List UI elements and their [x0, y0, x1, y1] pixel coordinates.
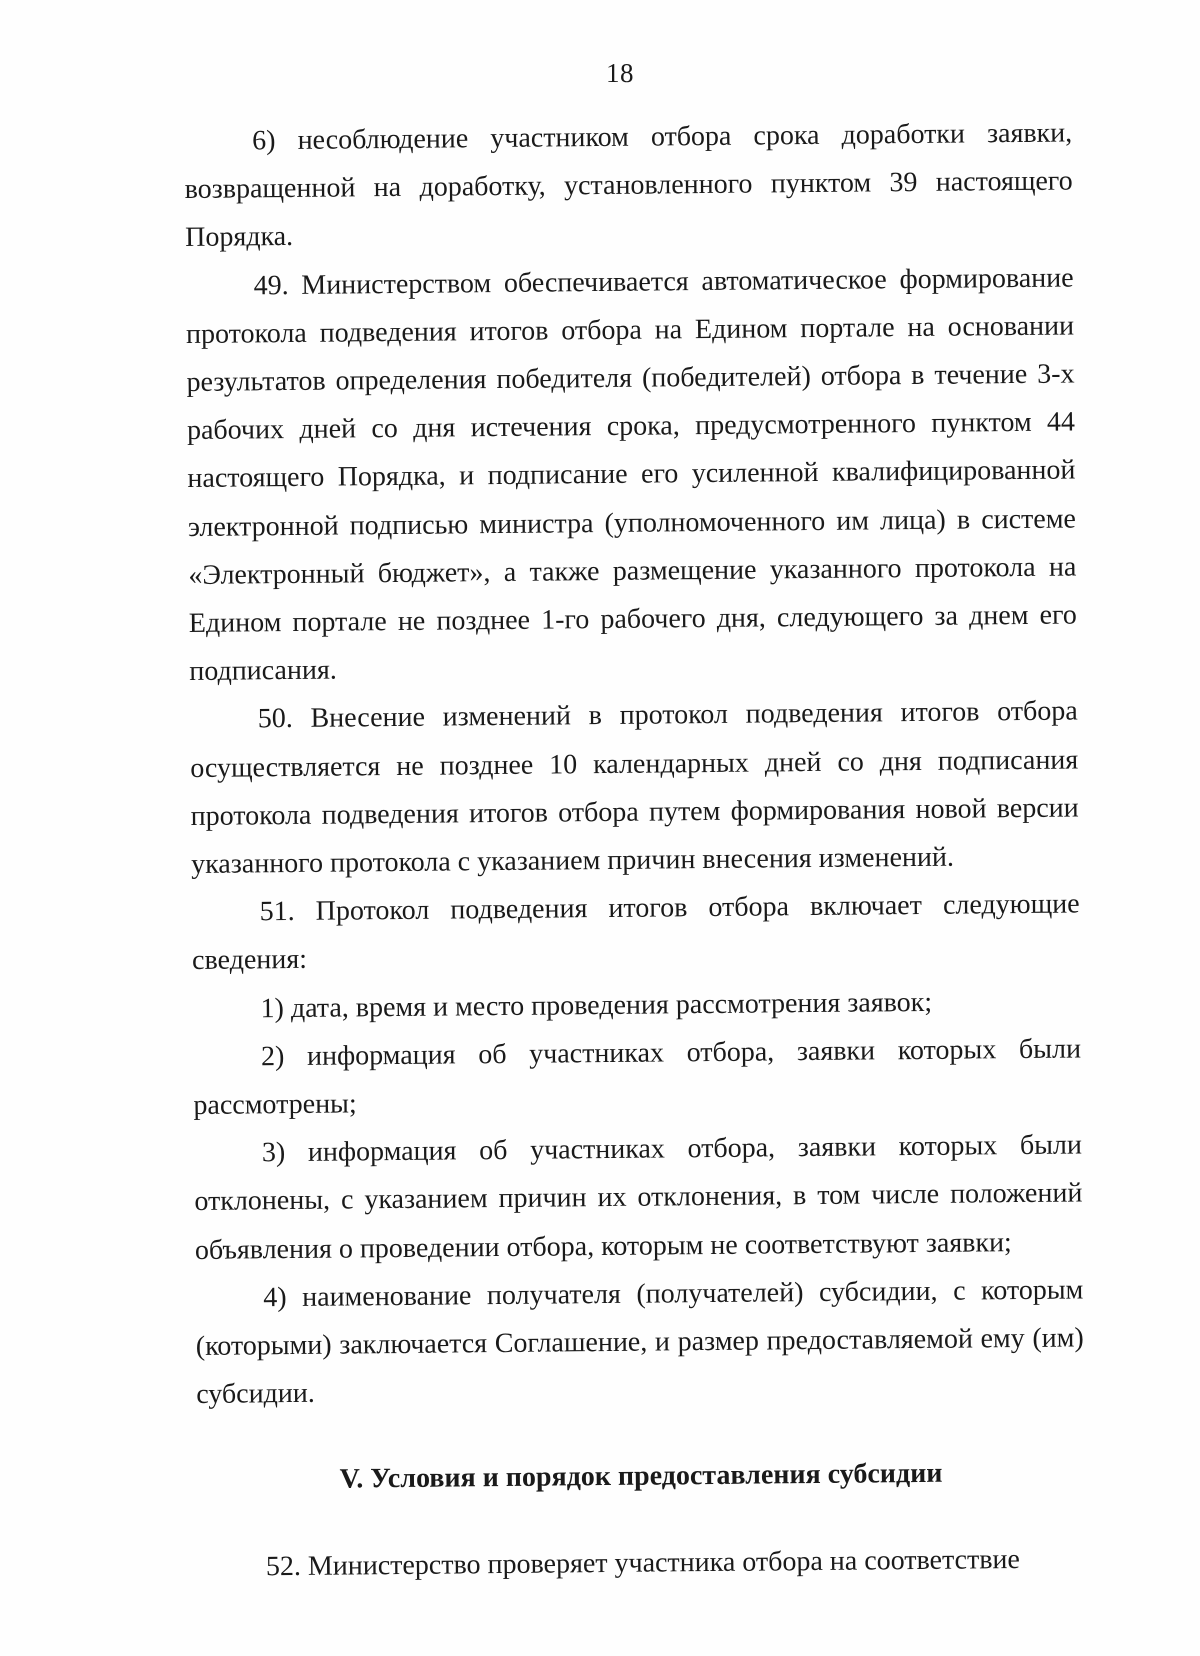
list-item-3: 3) информация об участниках отбора, заявки которых были отклонены, с указанием причин их отклонения, в том числе положений объявления о проведении отбора, которым не соответствуют заявки; [194, 1129, 1083, 1266]
paragraph-item-6: 6) несоблюдение участником отбора срока доработки заявки, возвращенной на доработку, установленного пунктом 39 настоящего Порядка. [184, 117, 1073, 254]
paragraph-50: 50. Внесение изменений в протокол подведения итогов отбора осуществляется не позднее 10 календарных дней со дня подписания протокола подведения итогов отбора путем формирования новой версии указанного протокола с указанием причин внесения изменений. [190, 695, 1079, 881]
paragraph-51: 51. Протокол подведения итогов отбора включает следующие сведения: [191, 888, 1080, 977]
list-item-4: 4) наименование получателя (получателей) субсидии, с которым (которыми) заключается Соглашение, и размер предоставляемой ему (им) субсидии. [195, 1274, 1084, 1411]
paragraph-52: 52. Министерство проверяет участника отбора на соответствие [265, 1543, 1021, 1582]
section-heading: V. Условия и порядок предоставления субсидии [339, 1458, 943, 1496]
list-item-1: 1) дата, время и место проведения рассмотрения заявок; [260, 986, 933, 1024]
paragraph-49: 49. Министерством обеспечивается автоматическое формирование протокола подведения итогов отбора на Едином портале на основании результатов определения победителя (победителей) отбора в течение 3-х рабочих дней со дня истечения срока, предусмотренного пунктом 44 настоящего Порядка, и подписание его усиленной квалифицированной электронной подписью министра (уполномоченного им лица) в системе «Электронный бюджет», а также размещение указанного протокола на Едином портале не позднее 1-го рабочего дня, следующего за днем его подписания. [185, 262, 1077, 688]
list-item-2: 2) информация об участниках отбора, заявки которых были рассмотрены; [193, 1033, 1082, 1122]
document-body [184, 109, 1086, 1591]
page-number: 18 [606, 58, 634, 88]
